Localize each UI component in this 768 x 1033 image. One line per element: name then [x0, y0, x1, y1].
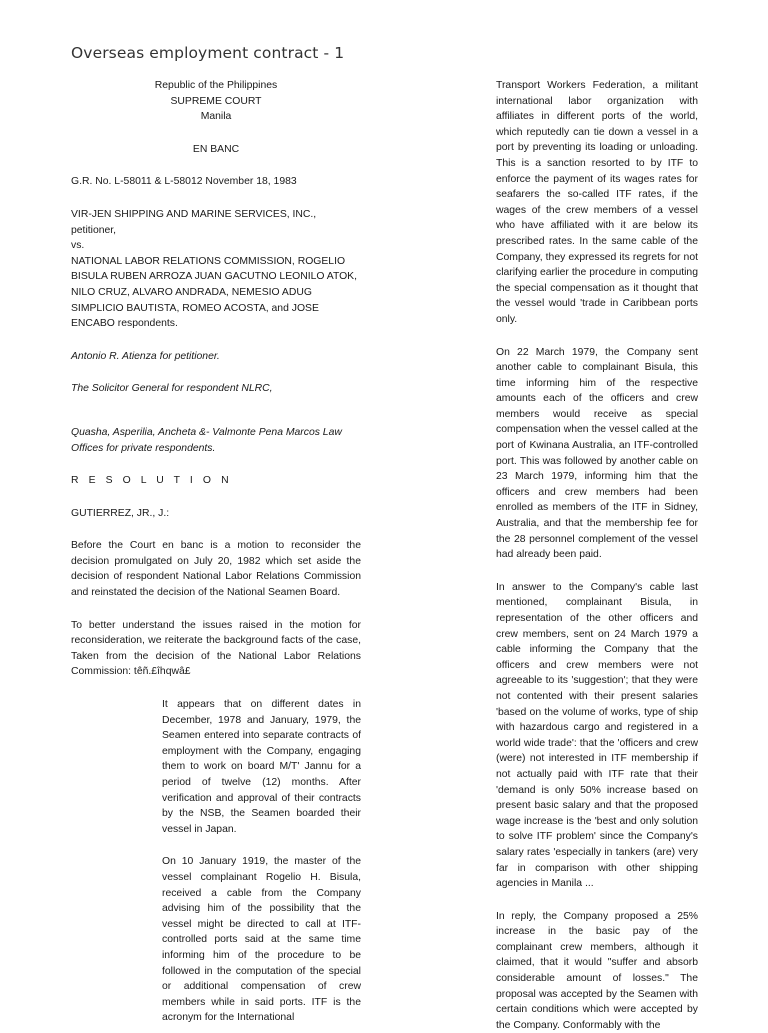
- counsel-petitioner: Antonio R. Atienza for petitioner.: [71, 350, 220, 362]
- petitioner: VIR-JEN SHIPPING AND MARINE SERVICES, INC., petitioner,: [71, 208, 317, 236]
- header-republic: Republic of the Philippines: [154, 80, 278, 91]
- quote-cable: On 10 January 1919, the master of the vessel complainant Rogelio H. Bisula, received a cable from the Company advising him of the possibility that the vessel might be directed to call at ITF-controlled ports said at the same time informing him of the procedure to be followed in the computation of the special or additional compensation of crew members while in said ports. ITF is the acronym for the International: [162, 856, 361, 1024]
- justice-name: GUTIERREZ, JR., J.:: [71, 507, 170, 519]
- respondents: NATIONAL LABOR RELATIONS COMMISSION, ROGELIO BISULA RUBEN ARROZA JUAN GACUTNO LEONILO ATOK, NILO CRUZ, ALVARO ANDRADA, NEMESIO ADUG SIMPLICIO BAUTISTA, ROMEO ACOSTA, and JOSE ENCABO respondents.: [71, 255, 358, 330]
- paragraph-background: To better understand the issues raised in the motion for reconsideration, we reiterate the background facts of the case, Taken from the decision of the National Labor Relations Commission: têñ.£îhqwâ£: [71, 619, 361, 678]
- document-title: Overseas employment contract - 1: [71, 44, 345, 62]
- paragraph-itf: Transport Workers Federation, a militant international labor organization with affiliates in different ports of the world, which reputedly can tie down a vessel in a port by preventing its loading or unloading. This is a sanction resorted to by ITF to enforce the payment of its wages rates for seafarers the so-called ITF rates, if the wages of the crew members of a vessel who have affiliated with it are below its prescribed rates. In the same cable of the Company, they expressed its regrets for not clarifying earlier the procedure in computing the special compensation as it thought that the vessel would 'trade in Caribbean ports only.: [496, 80, 698, 325]
- versus: vs.: [71, 240, 85, 252]
- paragraph-motion: Before the Court en banc is a motion to reconsider the decision promulgated on July 20, 1982 which set aside the decision of respondent National Labor Relations Commission and reinstated the decision of the National Seamen Board.: [71, 540, 361, 599]
- resolution-heading: R E S O L U T I O N: [71, 475, 233, 487]
- paragraph-reply: In reply, the Company proposed a 25% increase in the basic pay of the complainant crew members, although it claimed, that it would "suffer and absorb considerable amount of losses." The proposal was accepted by the Seamen with certain conditions which were accepted by the Company. Conformably with the: [496, 910, 698, 1031]
- header-supreme-court: SUPREME COURT: [170, 95, 262, 107]
- paragraph-answer: In answer to the Company's cable last mentioned, complainant Bisula, in representation of the other officers and crew members, sent on 24 March 1979 a cable informing the Company that the officers and crew members were not agreeable to its 'suggestion'; that they were not contented with their present salaries 'based on the volume of works, type of ship with hazardous cargo and registered in a world wide trade': that the 'officers and crew (were) not interested in ITF membership if not actually paid with ITF rate that their 'demand is only 50% increase based on present basic salary and that the proposed wage increase is the 'best and only solution to solve ITF problem' since the Company's salary rates 'especially in tankers (are) very far in comparison with other shipping agencies in Manila ...: [496, 581, 698, 890]
- left-column: [71, 78, 361, 1026]
- case-number: G.R. No. L-58011 & L-58012 November 18, 1983: [71, 176, 297, 188]
- en-banc-heading: EN BANC: [192, 143, 240, 155]
- counsel-nlrc: The Solicitor General for respondent NLRC,: [71, 383, 273, 395]
- header-manila: Manila: [200, 111, 232, 123]
- quote-contracts: It appears that on different dates in December, 1978 and January, 1979, the Seamen entered into separate contracts of employment with the Company, engaging them to work on board M/T' Jannu for a period of twelve (12) months. After verification and approval of their contracts by the NSB, the Seamen boarded their vessel in Japan.: [162, 699, 361, 835]
- paragraph-march-22: On 22 March 1979, the Company sent another cable to complainant Bisula, this time informing him of the respective amounts each of the officers and crew members would receive as special compensation when the vessel called at the port of Kwinana Australia, an ITF-controlled port. This was followed by another cable on 23 March 1979, informing him that the officers and crew members had been enrolled as members of the ITF in Sidney, Australia, and that the membership fee for the 28 personnel complement of the vessel had already been paid.: [496, 346, 698, 561]
- counsel-private: Quasha, Asperilia, Ancheta &- Valmonte Pena Marcos Law Offices for private respondents.: [71, 426, 342, 454]
- right-column: [496, 78, 698, 1033]
